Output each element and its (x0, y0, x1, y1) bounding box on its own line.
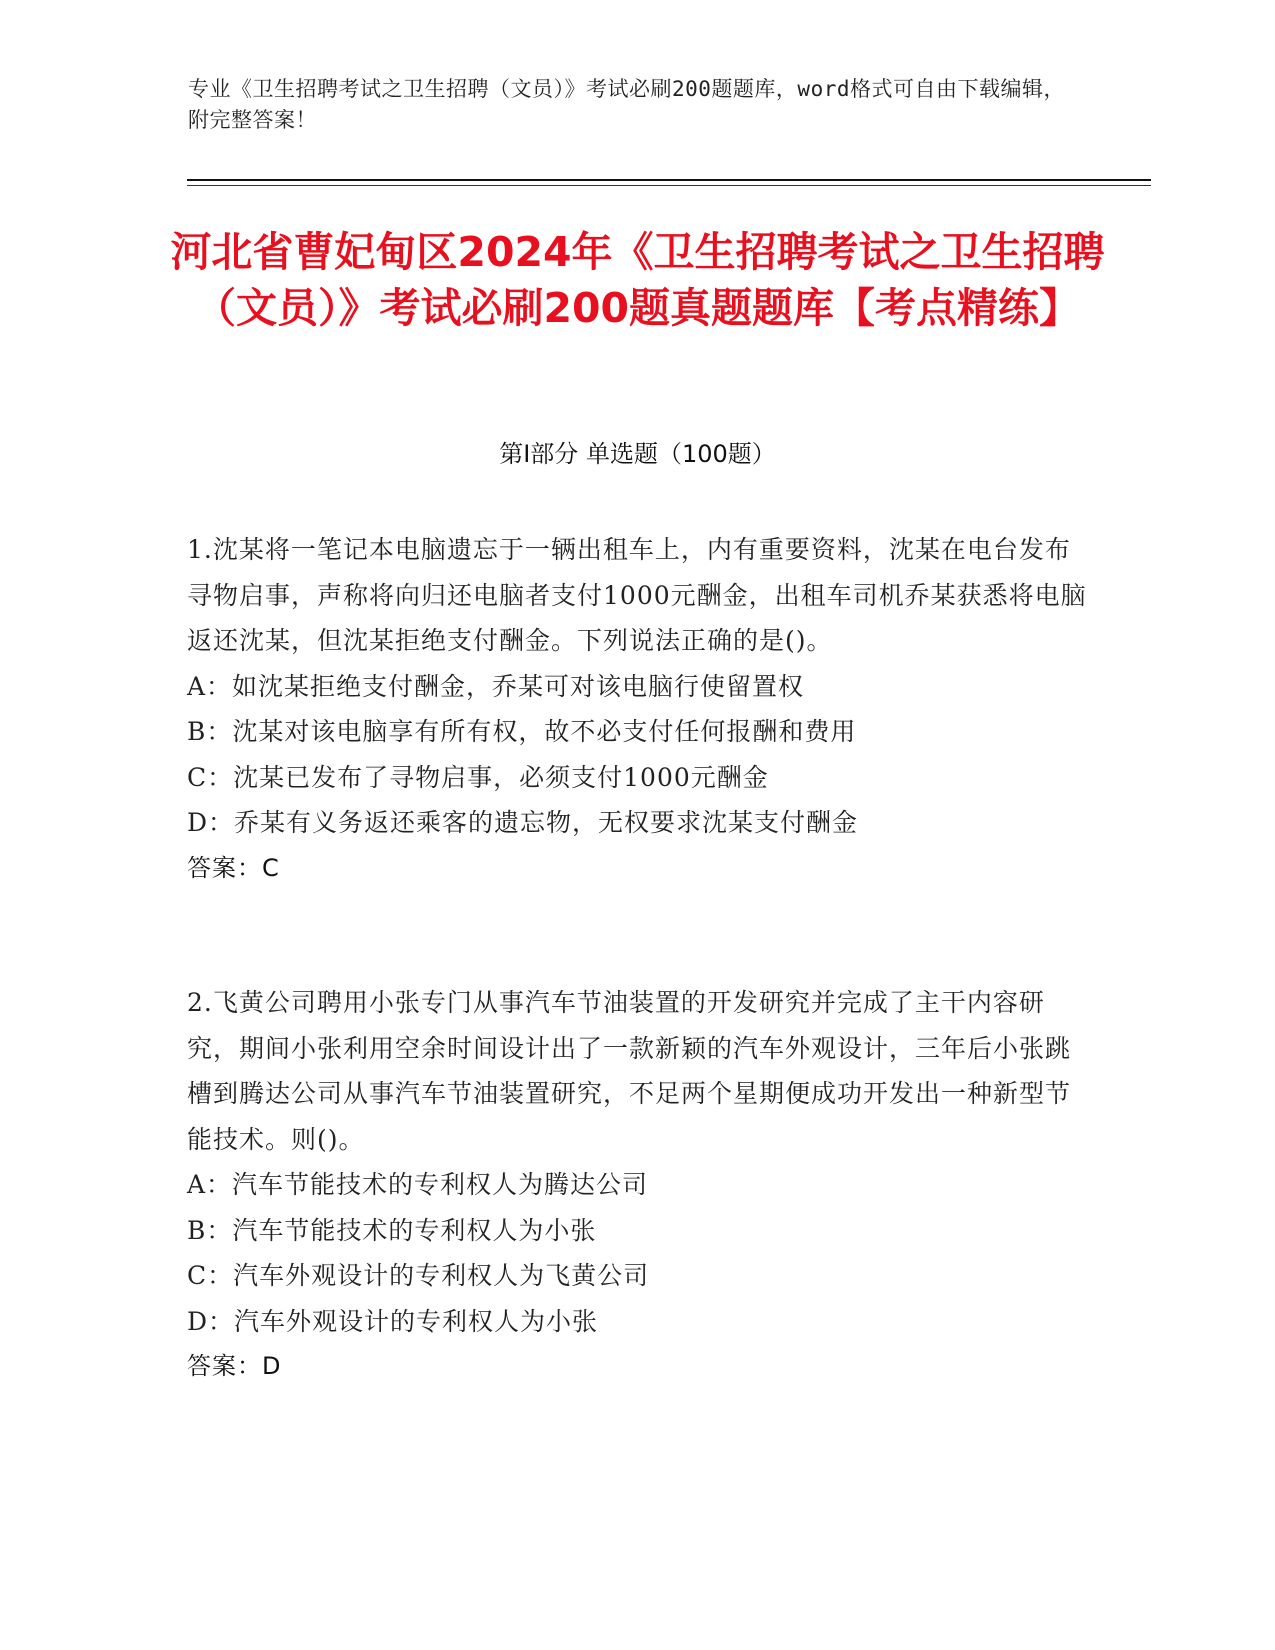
question-stem: 2.飞黄公司聘用小张专门从事汽车节油装置的开发研究并完成了主干内容研究，期间小张利用空余时间设计出了一款新颖的汽车外观设计，三年后小张跳槽到腾达公司从事汽车节油装置研究，不足两个星期便成功开发出一种新型节能技术。则()。 (187, 988, 1072, 1154)
question-stem: 1.沈某将一笔记本电脑遗忘于一辆出租车上，内有重要资料，沈某在电台发布寻物启事，声称将向归还电脑者支付1000元酬金，出租车司机乔某获悉将电脑返还沈某，但沈某拒绝支付酬金。下列说法正确的是()。 (187, 535, 1087, 655)
header-divider-thin (187, 185, 1151, 186)
option-a: A：如沈某拒绝支付酬金，乔某可对该电脑行使留置权 (187, 671, 805, 701)
section-title: 第Ⅰ部分 单选题（100题） (499, 440, 776, 468)
question-2 (187, 980, 1087, 1390)
document-title: 河北省曹妃甸区2024年《卫生招聘考试之卫生招聘（文员）》考试必刷200题真题题库【考点精练】 (170, 228, 1105, 332)
option-d: D：汽车外观设计的专利权人为小张 (187, 1306, 599, 1336)
header-divider-thick (187, 179, 1151, 181)
option-b: B：沈某对该电脑享有所有权，故不必支付任何报酬和费用 (187, 717, 857, 746)
option-a: A：汽车节能技术的专利权人为腾达公司 (187, 1170, 649, 1199)
answer-line: 答案：D (187, 1352, 282, 1380)
option-d: D：乔某有义务返还乘客的遗忘物，无权要求沈某支付酬金 (187, 808, 859, 837)
question-1 (187, 527, 1087, 891)
option-c: C：沈某已发布了寻物启事，必须支付1000元酬金 (187, 762, 769, 792)
header-note: 专业《卫生招聘考试之卫生招聘（文员）》考试必刷200题题库，word格式可自由下载编辑，附完整答案！ (188, 77, 1065, 132)
answer-line: 答案：C (187, 853, 280, 882)
option-c: C：汽车外观设计的专利权人为飞黄公司 (187, 1261, 650, 1290)
option-b: B：汽车节能技术的专利权人为小张 (187, 1215, 597, 1245)
